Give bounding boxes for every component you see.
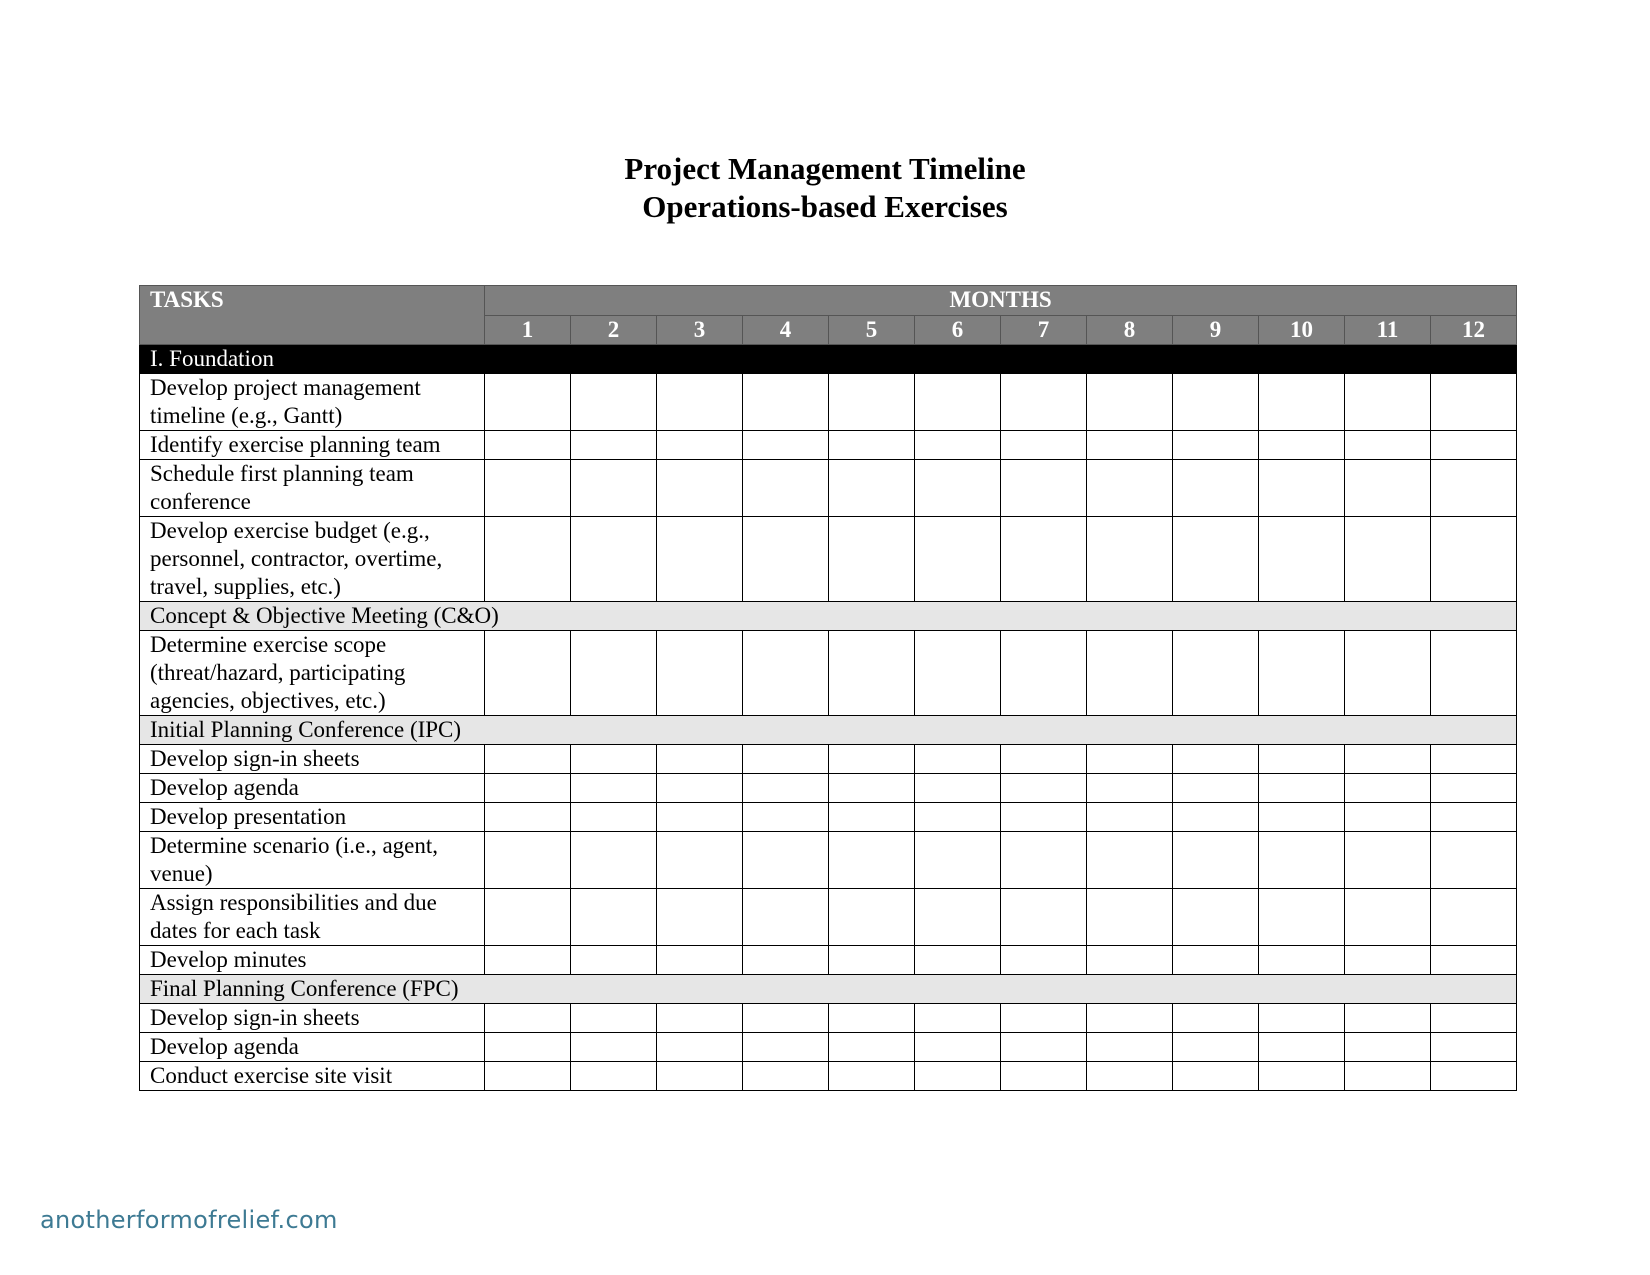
section-row [140, 602, 1517, 631]
month-cell-7[interactable] [1001, 1033, 1087, 1062]
month-cell-6[interactable] [915, 832, 1001, 889]
month-cell-6[interactable] [915, 889, 1001, 946]
month-cell-8[interactable] [1087, 374, 1173, 431]
month-cell-12[interactable] [1431, 774, 1517, 803]
month-cell-2[interactable] [571, 889, 657, 946]
document-title: Project Management Timeline [624, 151, 1026, 186]
month-cell-8[interactable] [1087, 431, 1173, 460]
month-cell-4[interactable] [743, 889, 829, 946]
month-cell-9[interactable] [1173, 832, 1259, 889]
month-cell-10[interactable] [1259, 1004, 1345, 1033]
task-row [140, 431, 1517, 460]
month-cell-7[interactable] [1001, 803, 1087, 832]
month-cell-11[interactable] [1345, 1062, 1431, 1091]
month-cell-1[interactable] [485, 1004, 571, 1033]
month-header-3: 3 [657, 315, 743, 345]
month-cell-12[interactable] [1431, 803, 1517, 832]
month-cell-4[interactable] [743, 631, 829, 716]
month-cell-9[interactable] [1173, 431, 1259, 460]
month-cell-5[interactable] [829, 774, 915, 803]
month-cell-9[interactable] [1173, 460, 1259, 517]
month-cell-4[interactable] [743, 1004, 829, 1033]
month-cell-7[interactable] [1001, 832, 1087, 889]
month-cell-7[interactable] [1001, 774, 1087, 803]
month-cell-6[interactable] [915, 374, 1001, 431]
month-cell-9[interactable] [1173, 1062, 1259, 1091]
month-header-1: 1 [485, 315, 571, 345]
month-cell-4[interactable] [743, 460, 829, 517]
task-row [140, 774, 1517, 803]
month-cell-4[interactable] [743, 374, 829, 431]
month-cell-12[interactable] [1431, 374, 1517, 431]
month-cell-4[interactable] [743, 431, 829, 460]
timeline-table [139, 285, 1517, 1091]
month-header-9: 9 [1173, 315, 1259, 345]
month-cell-11[interactable] [1345, 460, 1431, 517]
task-name: Develop minutes [140, 946, 485, 975]
month-header-5: 5 [829, 315, 915, 345]
month-cell-10[interactable] [1259, 803, 1345, 832]
month-cell-6[interactable] [915, 460, 1001, 517]
task-name: Schedule first planning team conference [140, 460, 485, 517]
month-cell-12[interactable] [1431, 946, 1517, 975]
month-cell-8[interactable] [1087, 889, 1173, 946]
month-cell-2[interactable] [571, 1062, 657, 1091]
month-header-2: 2 [571, 315, 657, 345]
month-cell-10[interactable] [1259, 745, 1345, 774]
month-cell-2[interactable] [571, 1004, 657, 1033]
month-cell-2[interactable] [571, 803, 657, 832]
section-title: Initial Planning Conference (IPC) [140, 716, 1517, 745]
month-cell-11[interactable] [1345, 1004, 1431, 1033]
month-cell-10[interactable] [1259, 889, 1345, 946]
month-cell-3[interactable] [657, 517, 743, 602]
month-cell-9[interactable] [1173, 1033, 1259, 1062]
month-cell-8[interactable] [1087, 946, 1173, 975]
month-cell-1[interactable] [485, 631, 571, 716]
month-cell-1[interactable] [485, 431, 571, 460]
month-cell-6[interactable] [915, 946, 1001, 975]
month-cell-10[interactable] [1259, 832, 1345, 889]
month-cell-6[interactable] [915, 1033, 1001, 1062]
month-cell-3[interactable] [657, 631, 743, 716]
month-header-4: 4 [743, 315, 829, 345]
month-cell-6[interactable] [915, 631, 1001, 716]
month-cell-12[interactable] [1431, 431, 1517, 460]
month-cell-11[interactable] [1345, 774, 1431, 803]
month-cell-5[interactable] [829, 1062, 915, 1091]
month-cell-4[interactable] [743, 774, 829, 803]
month-cell-6[interactable] [915, 517, 1001, 602]
month-cell-10[interactable] [1259, 517, 1345, 602]
month-cell-4[interactable] [743, 1033, 829, 1062]
month-cell-9[interactable] [1173, 1004, 1259, 1033]
task-name: Develop sign-in sheets [140, 745, 485, 774]
month-cell-12[interactable] [1431, 1033, 1517, 1062]
month-cell-2[interactable] [571, 946, 657, 975]
month-cell-8[interactable] [1087, 631, 1173, 716]
month-cell-10[interactable] [1259, 374, 1345, 431]
month-cell-6[interactable] [915, 1004, 1001, 1033]
month-cell-1[interactable] [485, 774, 571, 803]
task-name: Develop agenda [140, 1033, 485, 1062]
month-cell-4[interactable] [743, 745, 829, 774]
task-row [140, 460, 1517, 517]
month-cell-3[interactable] [657, 889, 743, 946]
section-row [140, 716, 1517, 745]
month-cell-12[interactable] [1431, 1004, 1517, 1033]
section-title: Final Planning Conference (FPC) [140, 975, 1517, 1004]
month-cell-12[interactable] [1431, 889, 1517, 946]
month-cell-5[interactable] [829, 946, 915, 975]
task-row [140, 1062, 1517, 1091]
month-cell-12[interactable] [1431, 631, 1517, 716]
month-cell-5[interactable] [829, 1033, 915, 1062]
month-cell-3[interactable] [657, 1033, 743, 1062]
month-cell-5[interactable] [829, 431, 915, 460]
task-name: Assign responsibilities and due dates for each task [140, 889, 485, 946]
month-cell-3[interactable] [657, 745, 743, 774]
task-row [140, 889, 1517, 946]
month-cell-8[interactable] [1087, 1004, 1173, 1033]
month-cell-3[interactable] [657, 431, 743, 460]
month-header-11: 11 [1345, 315, 1431, 345]
month-cell-10[interactable] [1259, 460, 1345, 517]
timeline-body [140, 345, 1517, 1091]
months-header: MONTHS [485, 286, 1517, 316]
month-cell-7[interactable] [1001, 1004, 1087, 1033]
month-cell-3[interactable] [657, 374, 743, 431]
month-cell-9[interactable] [1173, 374, 1259, 431]
month-cell-4[interactable] [743, 946, 829, 975]
month-cell-1[interactable] [485, 1033, 571, 1062]
month-cell-1[interactable] [485, 803, 571, 832]
month-cell-8[interactable] [1087, 1062, 1173, 1091]
month-cell-2[interactable] [571, 631, 657, 716]
month-cell-3[interactable] [657, 803, 743, 832]
timeline-header [140, 286, 1517, 345]
month-cell-2[interactable] [571, 460, 657, 517]
section-row [140, 345, 1517, 374]
month-cell-5[interactable] [829, 460, 915, 517]
month-cell-11[interactable] [1345, 946, 1431, 975]
task-name: Develop presentation [140, 803, 485, 832]
month-cell-7[interactable] [1001, 946, 1087, 975]
month-cell-7[interactable] [1001, 631, 1087, 716]
month-header-10: 10 [1259, 315, 1345, 345]
month-cell-7[interactable] [1001, 889, 1087, 946]
month-cell-9[interactable] [1173, 631, 1259, 716]
month-cell-2[interactable] [571, 774, 657, 803]
month-header-12: 12 [1431, 315, 1517, 345]
month-cell-11[interactable] [1345, 517, 1431, 602]
section-row [140, 975, 1517, 1004]
month-cell-11[interactable] [1345, 631, 1431, 716]
task-row [140, 745, 1517, 774]
month-cell-1[interactable] [485, 745, 571, 774]
task-name: Identify exercise planning team [140, 431, 485, 460]
month-cell-11[interactable] [1345, 889, 1431, 946]
month-cell-9[interactable] [1173, 889, 1259, 946]
section-title: I. Foundation [140, 345, 1517, 374]
month-header-7: 7 [1001, 315, 1087, 345]
month-cell-2[interactable] [571, 832, 657, 889]
month-cell-5[interactable] [829, 517, 915, 602]
month-cell-7[interactable] [1001, 460, 1087, 517]
month-cell-3[interactable] [657, 774, 743, 803]
month-cell-7[interactable] [1001, 517, 1087, 602]
month-cell-5[interactable] [829, 832, 915, 889]
month-cell-5[interactable] [829, 745, 915, 774]
month-cell-4[interactable] [743, 832, 829, 889]
month-cell-4[interactable] [743, 1062, 829, 1091]
month-cell-1[interactable] [485, 946, 571, 975]
month-cell-1[interactable] [485, 374, 571, 431]
month-cell-2[interactable] [571, 745, 657, 774]
watermark-text: anotherformofrelief.com [40, 1206, 338, 1234]
month-cell-11[interactable] [1345, 374, 1431, 431]
month-cell-10[interactable] [1259, 431, 1345, 460]
month-cell-11[interactable] [1345, 832, 1431, 889]
task-row [140, 946, 1517, 975]
month-cell-2[interactable] [571, 374, 657, 431]
month-cell-6[interactable] [915, 431, 1001, 460]
task-row [140, 631, 1517, 716]
task-name: Develop exercise budget (e.g., personnel, contractor, overtime, travel, supplies, etc.) [140, 517, 485, 602]
month-cell-10[interactable] [1259, 1033, 1345, 1062]
month-cell-3[interactable] [657, 1004, 743, 1033]
month-cell-1[interactable] [485, 517, 571, 602]
month-header-8: 8 [1087, 315, 1173, 345]
month-cell-12[interactable] [1431, 1062, 1517, 1091]
month-cell-3[interactable] [657, 1062, 743, 1091]
task-row [140, 517, 1517, 602]
task-name: Determine exercise scope (threat/hazard, participating agencies, objectives, etc.) [140, 631, 485, 716]
task-row [140, 1033, 1517, 1062]
month-cell-3[interactable] [657, 460, 743, 517]
task-name: Develop sign-in sheets [140, 1004, 485, 1033]
section-title: Concept & Objective Meeting (C&O) [140, 602, 1517, 631]
month-cell-8[interactable] [1087, 832, 1173, 889]
month-cell-8[interactable] [1087, 774, 1173, 803]
task-name: Conduct exercise site visit [140, 1062, 485, 1091]
task-name: Develop agenda [140, 774, 485, 803]
month-cell-3[interactable] [657, 946, 743, 975]
document-subtitle: Operations-based Exercises [642, 189, 1008, 224]
month-cell-5[interactable] [829, 631, 915, 716]
month-cell-7[interactable] [1001, 745, 1087, 774]
month-cell-8[interactable] [1087, 745, 1173, 774]
task-row [140, 803, 1517, 832]
month-cell-12[interactable] [1431, 745, 1517, 774]
month-cell-10[interactable] [1259, 946, 1345, 975]
month-cell-6[interactable] [915, 1062, 1001, 1091]
month-cell-7[interactable] [1001, 1062, 1087, 1091]
month-cell-12[interactable] [1431, 832, 1517, 889]
month-cell-2[interactable] [571, 517, 657, 602]
month-cell-7[interactable] [1001, 431, 1087, 460]
month-cell-12[interactable] [1431, 460, 1517, 517]
month-cell-4[interactable] [743, 517, 829, 602]
month-cell-4[interactable] [743, 803, 829, 832]
month-cell-9[interactable] [1173, 774, 1259, 803]
month-cell-1[interactable] [485, 1062, 571, 1091]
document-title-block [0, 150, 1650, 226]
month-header-6: 6 [915, 315, 1001, 345]
month-cell-11[interactable] [1345, 1033, 1431, 1062]
month-cell-1[interactable] [485, 889, 571, 946]
month-cell-11[interactable] [1345, 431, 1431, 460]
month-cell-2[interactable] [571, 1033, 657, 1062]
task-name: Determine scenario (i.e., agent, venue) [140, 832, 485, 889]
month-cell-10[interactable] [1259, 631, 1345, 716]
task-row [140, 1004, 1517, 1033]
month-cell-9[interactable] [1173, 946, 1259, 975]
month-cell-6[interactable] [915, 774, 1001, 803]
month-cell-5[interactable] [829, 1004, 915, 1033]
month-cell-9[interactable] [1173, 517, 1259, 602]
month-cell-8[interactable] [1087, 1033, 1173, 1062]
month-cell-8[interactable] [1087, 803, 1173, 832]
month-cell-1[interactable] [485, 460, 571, 517]
month-cell-1[interactable] [485, 832, 571, 889]
month-cell-9[interactable] [1173, 745, 1259, 774]
month-cell-9[interactable] [1173, 803, 1259, 832]
month-cell-2[interactable] [571, 431, 657, 460]
month-cell-3[interactable] [657, 832, 743, 889]
month-cell-5[interactable] [829, 803, 915, 832]
month-cell-5[interactable] [829, 374, 915, 431]
task-row [140, 374, 1517, 431]
month-cell-10[interactable] [1259, 774, 1345, 803]
month-cell-10[interactable] [1259, 1062, 1345, 1091]
tasks-header: TASKS [140, 286, 485, 345]
month-cell-8[interactable] [1087, 517, 1173, 602]
month-cell-11[interactable] [1345, 803, 1431, 832]
month-cell-6[interactable] [915, 803, 1001, 832]
month-cell-6[interactable] [915, 745, 1001, 774]
month-cell-7[interactable] [1001, 374, 1087, 431]
month-cell-5[interactable] [829, 889, 915, 946]
month-cell-8[interactable] [1087, 460, 1173, 517]
month-cell-12[interactable] [1431, 517, 1517, 602]
month-cell-11[interactable] [1345, 745, 1431, 774]
task-name: Develop project management timeline (e.g., Gantt) [140, 374, 485, 431]
task-row [140, 832, 1517, 889]
